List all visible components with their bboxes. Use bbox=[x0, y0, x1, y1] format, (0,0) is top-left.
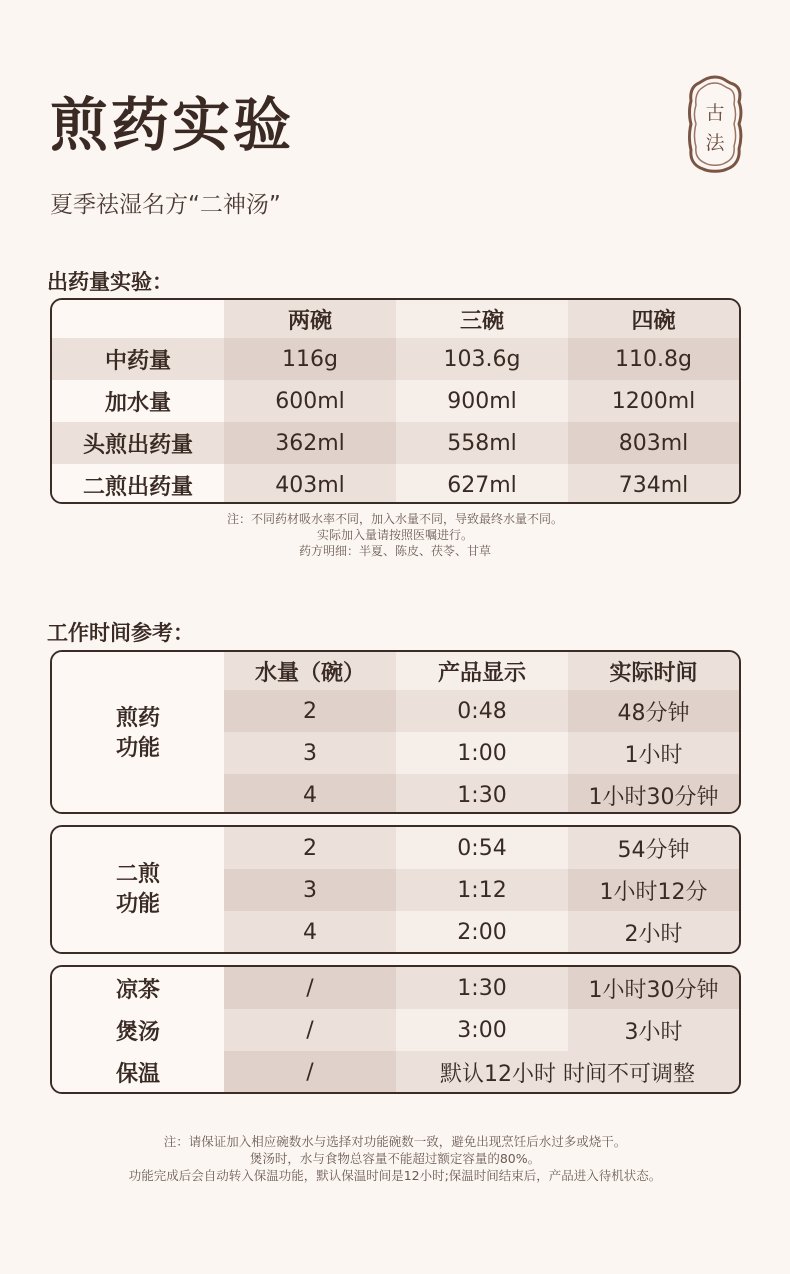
table-cell: 1:12 bbox=[396, 869, 568, 911]
second-decoct-function-label bbox=[52, 827, 224, 953]
table-cell: 403ml bbox=[224, 464, 396, 504]
row-label: 二煎出药量 bbox=[52, 464, 224, 504]
note-line: 药方明细：半夏、陈皮、茯苓、甘草 bbox=[298, 544, 491, 558]
table-row bbox=[224, 911, 739, 953]
table-cell: 4 bbox=[224, 774, 396, 814]
table-header-row bbox=[52, 300, 739, 338]
table-cell: 734ml bbox=[568, 464, 739, 504]
table-cell: 1:30 bbox=[396, 774, 568, 814]
table-cell: / bbox=[224, 1009, 396, 1051]
second-decoct-group bbox=[52, 827, 739, 953]
table-cell: 627ml bbox=[396, 464, 568, 504]
note-line: 实际加入量请按照医嘱进行。 bbox=[316, 528, 473, 542]
table-cell: 3 bbox=[224, 869, 396, 911]
other-functions-table bbox=[50, 965, 741, 1094]
table-cell: 1小时 bbox=[568, 732, 739, 774]
table-cell: 4 bbox=[224, 911, 396, 953]
seal-char-1: 古 bbox=[705, 102, 725, 124]
table-cell: 2小时 bbox=[568, 911, 739, 953]
table-row bbox=[224, 732, 739, 774]
page-subtitle: 夏季祛湿名方“二神汤” bbox=[50, 192, 281, 218]
table-cell: 3:00 bbox=[396, 1009, 568, 1051]
header-cell: 两碗 bbox=[224, 300, 396, 338]
header-cell-empty bbox=[52, 300, 224, 338]
table-cell: 900ml bbox=[396, 380, 568, 422]
decoct-function-label bbox=[52, 652, 224, 814]
table-row bbox=[52, 338, 739, 380]
header-cell: 四碗 bbox=[568, 300, 739, 338]
row-label: 凉茶 bbox=[52, 967, 224, 1009]
table-cell: 54分钟 bbox=[568, 827, 739, 869]
row-label: 煲汤 bbox=[52, 1009, 224, 1051]
table-cell: 1小时30分钟 bbox=[568, 774, 739, 814]
group-label-line: 煎药 bbox=[115, 706, 160, 731]
decoct-group bbox=[52, 652, 739, 814]
note-line: 功能完成后会自动转入保温功能，默认保温时间是12小时;保温时间结束后，产品进入待机状态。 bbox=[128, 1168, 662, 1183]
table-cell: / bbox=[224, 967, 396, 1009]
table-cell: 1200ml bbox=[568, 380, 739, 422]
group-label-line: 二煎 bbox=[115, 862, 160, 887]
table-cell: 558ml bbox=[396, 422, 568, 464]
table-cell: 103.6g bbox=[396, 338, 568, 380]
header-cell: 三碗 bbox=[396, 300, 568, 338]
group-label-line: 功能 bbox=[115, 736, 160, 761]
table-cell: 1:30 bbox=[396, 967, 568, 1009]
gufa-seal bbox=[686, 74, 744, 174]
table-row bbox=[224, 827, 739, 869]
table-row bbox=[52, 422, 739, 464]
decoct-rows bbox=[224, 652, 739, 814]
row-label: 加水量 bbox=[52, 380, 224, 422]
table-cell: 600ml bbox=[224, 380, 396, 422]
table-cell: 0:54 bbox=[396, 827, 568, 869]
table-row bbox=[52, 464, 739, 504]
table-row bbox=[52, 1009, 739, 1051]
page-title: 煎药实验 bbox=[50, 91, 295, 159]
decoct-time-table bbox=[50, 650, 741, 814]
row-label: 保温 bbox=[52, 1051, 224, 1093]
table-cell: 110.8g bbox=[568, 338, 739, 380]
table-cell: 2:00 bbox=[396, 911, 568, 953]
note-line: 注：不同药材吸水率不同，加入水量不同，导致最终水量不同。 bbox=[226, 512, 563, 526]
table-cell: 2 bbox=[224, 827, 396, 869]
table-cell: 803ml bbox=[568, 422, 739, 464]
yield-notes bbox=[0, 511, 790, 559]
table-cell: 1小时12分 bbox=[568, 869, 739, 911]
table-header-row bbox=[224, 652, 739, 690]
header-cell: 水量（碗） bbox=[224, 652, 396, 690]
section-title-time: 工作时间参考： bbox=[47, 621, 194, 645]
note-line: 注：请保证加入相应碗数水与选择对功能碗数一致，避免出现烹饪后水过多或烧干。 bbox=[163, 1134, 627, 1149]
row-label: 头煎出药量 bbox=[52, 422, 224, 464]
table-cell: 116g bbox=[224, 338, 396, 380]
table-cell: 48分钟 bbox=[568, 690, 739, 732]
table-cell: 1:00 bbox=[396, 732, 568, 774]
table-cell: / bbox=[224, 1051, 396, 1093]
table-row bbox=[52, 967, 739, 1009]
time-notes bbox=[0, 1133, 790, 1184]
table-cell: 2 bbox=[224, 690, 396, 732]
merged-cell: 默认12小时 时间不可调整 bbox=[396, 1051, 739, 1093]
table-cell: 3 bbox=[224, 732, 396, 774]
table-row bbox=[224, 774, 739, 814]
note-line: 煲汤时，水与食物总容量不能超过额定容量的80%。 bbox=[249, 1151, 541, 1166]
header-cell: 产品显示 bbox=[396, 652, 568, 690]
table-row bbox=[52, 380, 739, 422]
table-row bbox=[224, 869, 739, 911]
yield-table bbox=[50, 298, 741, 504]
header-cell: 实际时间 bbox=[568, 652, 739, 690]
table-row bbox=[224, 690, 739, 732]
group-label-line: 功能 bbox=[115, 892, 160, 917]
table-cell: 362ml bbox=[224, 422, 396, 464]
second-decoct-time-table bbox=[50, 825, 741, 954]
second-decoct-rows bbox=[224, 827, 739, 953]
table-cell: 0:48 bbox=[396, 690, 568, 732]
table-cell: 1小时30分钟 bbox=[568, 967, 739, 1009]
section-title-yield: 出药量实验： bbox=[47, 270, 173, 294]
table-row bbox=[52, 1051, 739, 1093]
table-cell: 3小时 bbox=[568, 1009, 739, 1051]
row-label: 中药量 bbox=[52, 338, 224, 380]
seal-char-2: 法 bbox=[705, 132, 725, 154]
